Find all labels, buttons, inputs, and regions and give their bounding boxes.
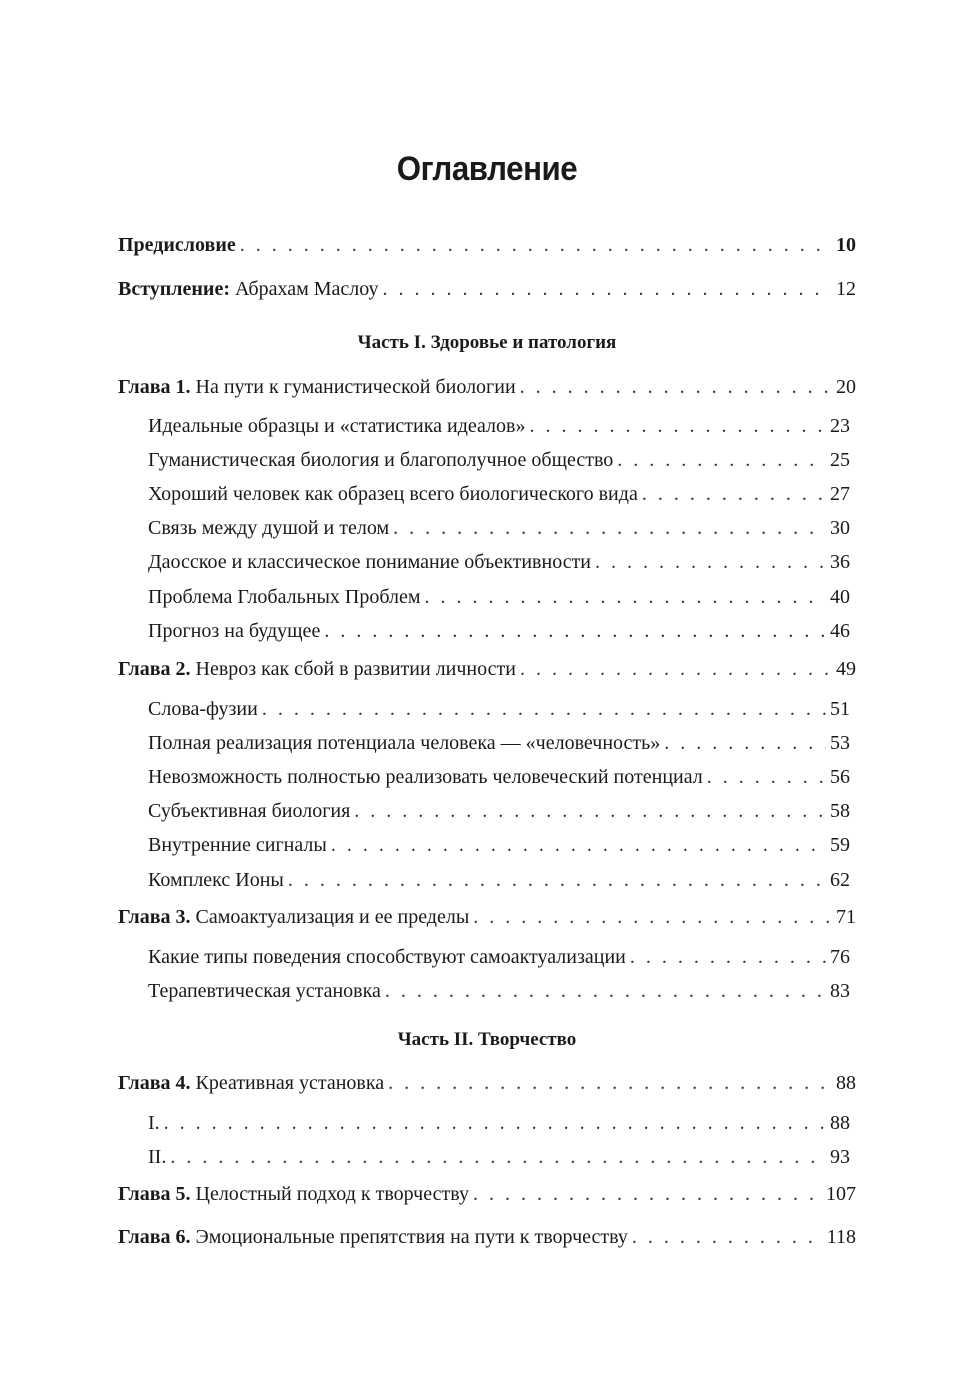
entry-label: Вступление: <box>118 278 230 300</box>
entry-page: 118 <box>826 1226 856 1248</box>
toc-section[interactable] <box>148 413 850 439</box>
section-title: Прогноз на будущее <box>148 620 321 642</box>
section-title: Гуманистическая биология и благополучное общество <box>148 449 614 471</box>
leader-dots <box>664 730 826 756</box>
toc-chapter[interactable] <box>118 656 856 682</box>
toc-chapter[interactable] <box>118 1070 856 1096</box>
toc-section[interactable] <box>148 944 850 970</box>
section-title: Какие типы поведения способствуют самоактуализации <box>148 946 626 968</box>
entry-page: 93 <box>830 1146 850 1168</box>
leader-dots <box>383 276 833 302</box>
leader-dots <box>632 1224 823 1250</box>
entry-page: 12 <box>836 278 856 300</box>
leader-dots <box>630 944 826 970</box>
entry-page: 20 <box>836 376 856 398</box>
part-heading: Часть II. Творчество <box>397 1029 577 1050</box>
section-title: I. <box>148 1112 160 1134</box>
section-title: Слова-фузии <box>148 698 258 720</box>
section-title: Проблема Глобальных Проблем <box>148 586 421 608</box>
leader-dots <box>529 413 826 439</box>
chapter-title: Эмоциональные препятствия на пути к творчеству <box>195 1226 628 1248</box>
leader-dots <box>595 549 826 575</box>
section-title: Хороший человек как образец всего биологического вида <box>148 483 638 505</box>
leader-dots <box>425 584 826 610</box>
section-title: II. <box>148 1146 167 1168</box>
leader-dots <box>262 696 826 722</box>
chapter-title: Целостный подход к творчеству <box>195 1183 469 1205</box>
chapter-label: Глава 6. <box>118 1226 191 1248</box>
toc-chapter[interactable] <box>118 1224 856 1250</box>
chapter-label: Глава 4. <box>118 1072 191 1094</box>
toc-section[interactable] <box>148 867 850 893</box>
entry-page: 107 <box>826 1183 856 1205</box>
entry-page: 46 <box>830 620 850 642</box>
chapter-label: Глава 1. <box>118 376 191 398</box>
leader-dots <box>707 764 826 790</box>
leader-dots <box>520 374 832 400</box>
entry-title: Предисловие <box>118 234 236 256</box>
section-title: Невозможность полностью реализовать человеческий потенциал <box>148 766 703 788</box>
entry-title: Абрахам Маслоу <box>234 278 379 300</box>
chapter-title: Самоактуализация и ее пределы <box>195 906 470 928</box>
leader-dots <box>324 618 826 644</box>
leader-dots <box>388 1070 832 1096</box>
toc-section[interactable] <box>148 798 850 824</box>
entry-page: 71 <box>836 906 856 928</box>
entry-page: 88 <box>830 1112 850 1134</box>
toc-section[interactable] <box>148 832 850 858</box>
chapter-label: Глава 5. <box>118 1183 191 1205</box>
entry-page: 25 <box>830 449 850 471</box>
section-title: Полная реализация потенциала человека — «человечность» <box>148 732 661 754</box>
leader-dots <box>617 447 826 473</box>
leader-dots <box>170 1144 826 1170</box>
leader-dots <box>642 481 826 507</box>
toc-section[interactable] <box>148 447 850 473</box>
toc-section[interactable] <box>148 1144 850 1170</box>
part-heading: Часть I. Здоровье и патология <box>357 332 617 353</box>
entry-page: 27 <box>830 483 850 505</box>
section-title: Субъективная биология <box>148 800 351 822</box>
entry-page: 76 <box>830 946 850 968</box>
toc-section[interactable] <box>148 515 850 541</box>
section-title: Даосское и классическое понимание объективности <box>148 551 592 573</box>
section-title: Комплекс Ионы <box>148 869 284 891</box>
section-title: Терапевтическая установка <box>148 980 381 1002</box>
toc-section[interactable] <box>148 1110 850 1136</box>
entry-page: 36 <box>830 551 850 573</box>
leader-dots <box>164 1110 826 1136</box>
toc-section[interactable] <box>148 618 850 644</box>
entry-page: 10 <box>836 234 856 256</box>
section-title: Связь между душой и телом <box>148 517 390 539</box>
toc-section[interactable] <box>148 764 850 790</box>
leader-dots <box>393 515 826 541</box>
toc-section[interactable] <box>148 481 850 507</box>
toc-entry-preface[interactable] <box>118 232 856 258</box>
leader-dots <box>473 904 832 930</box>
leader-dots <box>385 978 826 1004</box>
leader-dots <box>473 1181 822 1207</box>
section-title: Идеальные образцы и «статистика идеалов» <box>148 415 526 437</box>
toc-chapter[interactable] <box>118 1181 856 1207</box>
entry-page: 30 <box>830 517 850 539</box>
page-title: Оглавление <box>396 150 578 188</box>
entry-page: 49 <box>836 658 856 680</box>
entry-page: 88 <box>836 1072 856 1094</box>
leader-dots <box>520 656 832 682</box>
chapter-label: Глава 2. <box>118 658 191 680</box>
entry-page: 53 <box>830 732 850 754</box>
entry-page: 62 <box>830 869 850 891</box>
entry-page: 59 <box>830 834 850 856</box>
leader-dots <box>354 798 826 824</box>
toc-chapter[interactable] <box>118 904 856 930</box>
leader-dots <box>331 832 826 858</box>
section-title: Внутренние сигналы <box>148 834 327 856</box>
toc-section[interactable] <box>148 584 850 610</box>
toc-entry-introduction[interactable] <box>118 276 856 302</box>
entry-page: 51 <box>830 698 850 720</box>
chapter-title: Креативная установка <box>195 1072 385 1094</box>
entry-page: 23 <box>830 415 850 437</box>
toc-section[interactable] <box>148 730 850 756</box>
entry-page: 83 <box>830 980 850 1002</box>
leader-dots <box>288 867 826 893</box>
toc-section[interactable] <box>148 978 850 1004</box>
entry-page: 58 <box>830 800 850 822</box>
entry-page: 56 <box>830 766 850 788</box>
chapter-label: Глава 3. <box>118 906 191 928</box>
entry-page: 40 <box>830 586 850 608</box>
toc-section[interactable] <box>148 549 850 575</box>
toc-chapter[interactable] <box>118 374 856 400</box>
toc-section[interactable] <box>148 696 850 722</box>
chapter-title: На пути к гуманистической биологии <box>195 376 516 398</box>
leader-dots <box>240 232 832 258</box>
chapter-title: Невроз как сбой в развитии личности <box>195 658 516 680</box>
